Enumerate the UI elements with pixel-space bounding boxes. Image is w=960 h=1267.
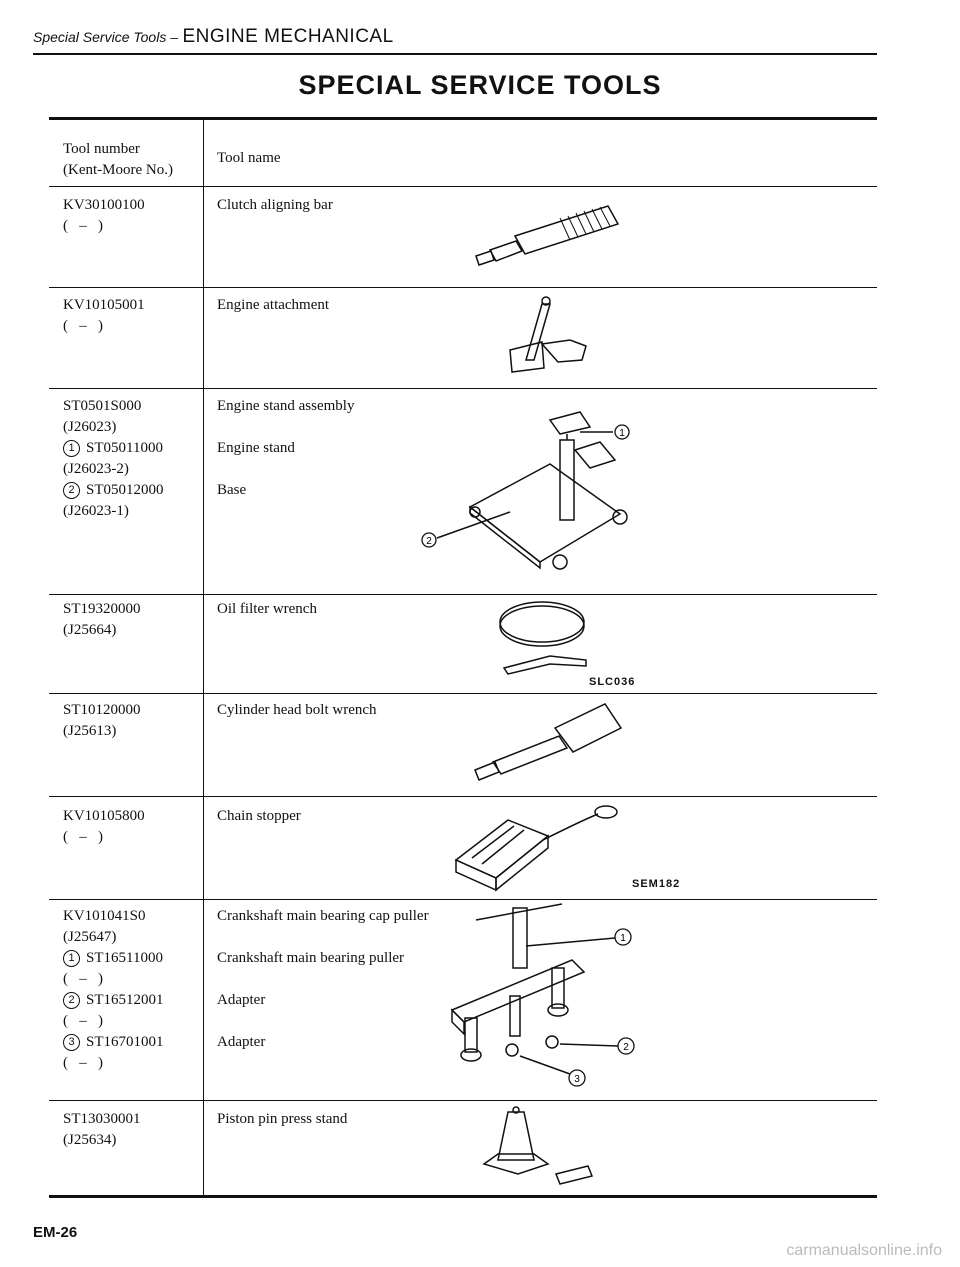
tool-name-cell: Piston pin press stand bbox=[217, 1111, 348, 1127]
chain-stopper-illustration bbox=[448, 800, 628, 892]
header-rule bbox=[33, 53, 877, 55]
tool-number-cell: KV101041S0 (J25647) 1 ST16511000 ( – ) 2 ST16512001 ( – ) 3 ST16701001 ( – ) bbox=[63, 908, 164, 1071]
piston-pin-press-stand-illustration bbox=[478, 1104, 608, 1190]
column-header-tool-number: Tool number (Kent-Moore No.) bbox=[63, 141, 173, 178]
bearing-puller-illustration bbox=[440, 900, 650, 1092]
tool-number-cell: ST10120000 (J25613) bbox=[63, 702, 141, 739]
engine-attachment-illustration bbox=[500, 290, 610, 380]
row-divider bbox=[49, 287, 877, 288]
tool-number-cell: ST13030001 (J25634) bbox=[63, 1111, 141, 1148]
tool-name-cell: Clutch aligning bar bbox=[217, 197, 333, 213]
table-top-rule bbox=[49, 117, 877, 120]
callout-marker: 2 bbox=[623, 1042, 629, 1053]
table-column-divider bbox=[203, 120, 204, 1195]
row-divider bbox=[49, 594, 877, 595]
tool-name-cell: Cylinder head bolt wrench bbox=[217, 702, 377, 718]
tool-name-cell: Oil filter wrench bbox=[217, 601, 317, 617]
column-header-tool-name: Tool name bbox=[217, 150, 281, 166]
watermark: carmanualsonline.info bbox=[786, 1242, 942, 1259]
row-divider bbox=[49, 693, 877, 694]
callout-marker: 3 bbox=[574, 1074, 580, 1085]
figure-code: SEM182 bbox=[632, 878, 681, 890]
clutch-aligning-bar-illustration bbox=[460, 196, 640, 276]
row-divider bbox=[49, 186, 877, 187]
tool-name-cell: Engine attachment bbox=[217, 297, 330, 313]
table-bottom-rule bbox=[49, 1195, 877, 1198]
tool-number-cell: ST0501S000 (J26023) 1 ST05011000 (J26023-2) 2 ST05012000 (J26023-1) bbox=[63, 398, 164, 519]
tool-number-cell: ST19320000 (J25664) bbox=[63, 601, 141, 638]
tool-number-cell: KV30100100 ( – ) bbox=[63, 197, 145, 234]
tool-number-cell: KV10105800 ( – ) bbox=[63, 808, 145, 845]
tool-number-cell: KV10105001 ( – ) bbox=[63, 297, 145, 334]
header-section-bold: ENGINE MECHANICAL bbox=[182, 26, 394, 47]
callout-marker: 1 bbox=[620, 933, 626, 944]
engine-stand-illustration bbox=[415, 402, 645, 577]
page-title: SPECIAL SERVICE TOOLS bbox=[298, 70, 662, 100]
callout-marker: 1 bbox=[619, 428, 625, 439]
tool-name-cell: Engine stand assembly Engine stand Base bbox=[217, 398, 355, 498]
row-divider bbox=[49, 388, 877, 389]
callout-marker: 2 bbox=[426, 536, 432, 547]
tool-name-cell: Crankshaft main bearing cap puller Crankshaft main bearing puller Adapter Adapter bbox=[217, 908, 429, 1050]
row-divider bbox=[49, 1100, 877, 1101]
oil-filter-wrench-illustration bbox=[490, 594, 610, 686]
figure-code: SLC036 bbox=[589, 676, 636, 688]
row-divider bbox=[49, 796, 877, 797]
cylinder-head-bolt-wrench-illustration bbox=[465, 700, 630, 785]
running-header bbox=[33, 26, 394, 48]
tool-name-cell: Chain stopper bbox=[217, 808, 301, 824]
page-number: EM-26 bbox=[33, 1224, 78, 1241]
header-section-italic: Special Service Tools – bbox=[33, 29, 179, 45]
